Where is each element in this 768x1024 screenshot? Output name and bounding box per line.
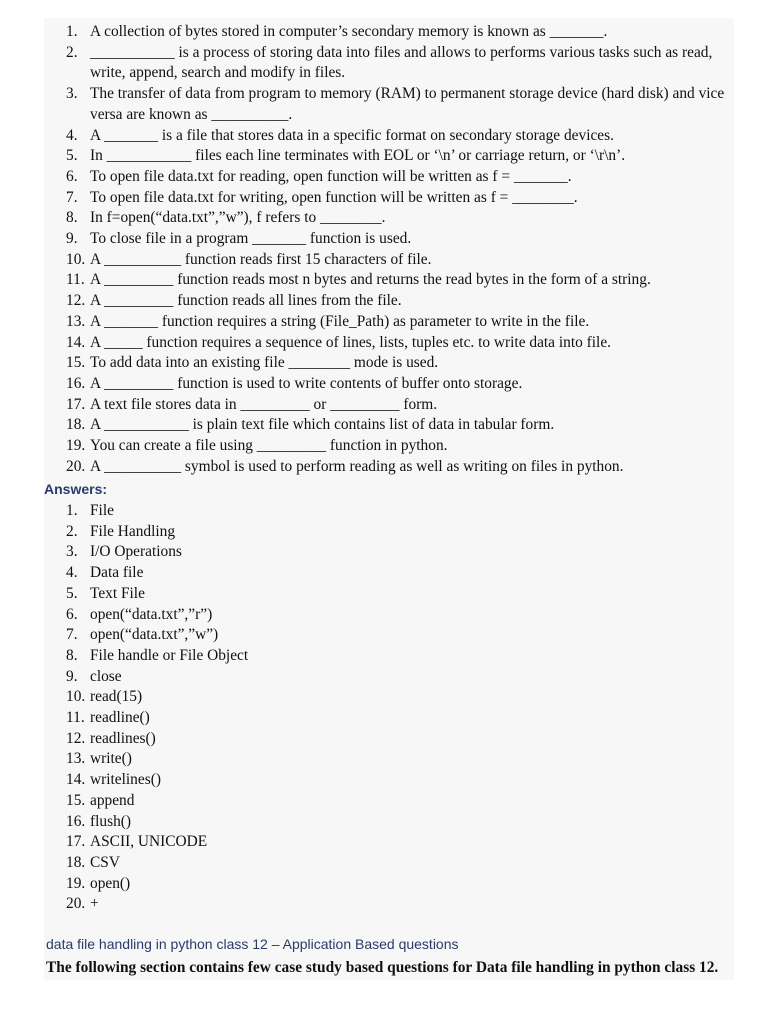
question-item: 5. In ___________ files each line terminates with EOL or ‘\n’ or carriage return, or ‘\r\n’. — [66, 147, 626, 165]
question-item: 8. In f=open(“data.txt”,”w”), f refers to ________. — [66, 209, 386, 227]
question-item: 10. A __________ function reads first 15 characters of file. — [66, 250, 432, 268]
question-item: 9. To close file in a program _______ function is used. — [66, 230, 412, 248]
question-item: 17. A text file stores data in _________ or _________ form. — [66, 395, 438, 413]
answer-item: 9. close — [66, 667, 122, 685]
answer-item: 18. CSV — [66, 853, 120, 871]
answer-list — [66, 501, 248, 915]
document-page — [44, 18, 734, 980]
answer-item: 6. open(“data.txt”,”r”) — [66, 605, 213, 623]
question-item: 3. The transfer of data from program to memory (RAM) to permanent storage device (hard disk) and vice versa are known as __________. — [66, 85, 725, 123]
answer-item: 8. File handle or File Object — [66, 646, 249, 664]
answer-item: 7. open(“data.txt”,”w”) — [66, 626, 219, 644]
question-item: 18. A ___________ is plain text file which contains list of data in tabular form. — [66, 416, 555, 434]
answer-item: 13. write() — [66, 750, 132, 768]
answer-item: 5. Text File — [66, 584, 145, 602]
question-item: 2. ___________ is a process of storing data into files and allows to performs various tasks such as read, write, append, search and modify in files. — [66, 43, 713, 82]
answer-item: 4. Data file — [66, 564, 144, 582]
question-item: 20. A __________ symbol is used to perform reading as well as writing on files in python. — [66, 457, 624, 475]
answer-item: 14. writelines() — [66, 771, 161, 789]
answer-item: 12. readlines() — [66, 729, 156, 747]
question-item: 13. A _______ function requires a string (File_Path) as parameter to write in the file. — [66, 312, 590, 330]
question-item: 1. A collection of bytes stored in computer’s secondary memory is known as _______. — [66, 23, 608, 40]
question-item: 14. A _____ function requires a sequence of lines, lists, tuples etc. to write data into file. — [66, 333, 612, 351]
answer-item: 3. I/O Operations — [66, 543, 182, 561]
answer-item: 16. flush() — [66, 812, 132, 830]
answer-item: 20. + — [66, 895, 99, 913]
question-item: 7. To open file data.txt for writing, open function will be written as f = ________. — [66, 188, 578, 206]
question-list — [66, 22, 734, 477]
section-heading: data file handling in python class 12 – Application Based questions — [46, 936, 459, 952]
question-item: 15. To add data into an existing file ________ mode is used. — [66, 354, 439, 372]
answer-item: 10. read(15) — [66, 688, 143, 706]
answer-item: 2. File Handling — [66, 522, 176, 540]
question-item: 16. A _________ function is used to write contents of buffer onto storage. — [66, 374, 523, 392]
question-item: 19. You can create a file using _________ function in python. — [66, 437, 448, 455]
question-item: 11. A _________ function reads most n bytes and returns the read bytes in the form of a string. — [66, 271, 651, 289]
question-item: 12. A _________ function reads all lines from the file. — [66, 292, 402, 310]
answer-item: 17. ASCII, UNICODE — [66, 833, 208, 851]
answers-heading: Answers: — [44, 481, 108, 497]
answer-item: 15. append — [66, 791, 135, 809]
answer-item: 1. File — [66, 502, 114, 519]
section-paragraph: The following section contains few case study based questions for Data file handling in python class 12. — [46, 959, 719, 976]
question-item: 6. To open file data.txt for reading, open function will be written as f = _______. — [66, 167, 572, 185]
answer-item: 19. open() — [66, 874, 131, 892]
answer-item: 11. readline() — [66, 709, 150, 727]
question-item: 4. A _______ is a file that stores data in a specific format on secondary storage devices. — [66, 126, 614, 144]
